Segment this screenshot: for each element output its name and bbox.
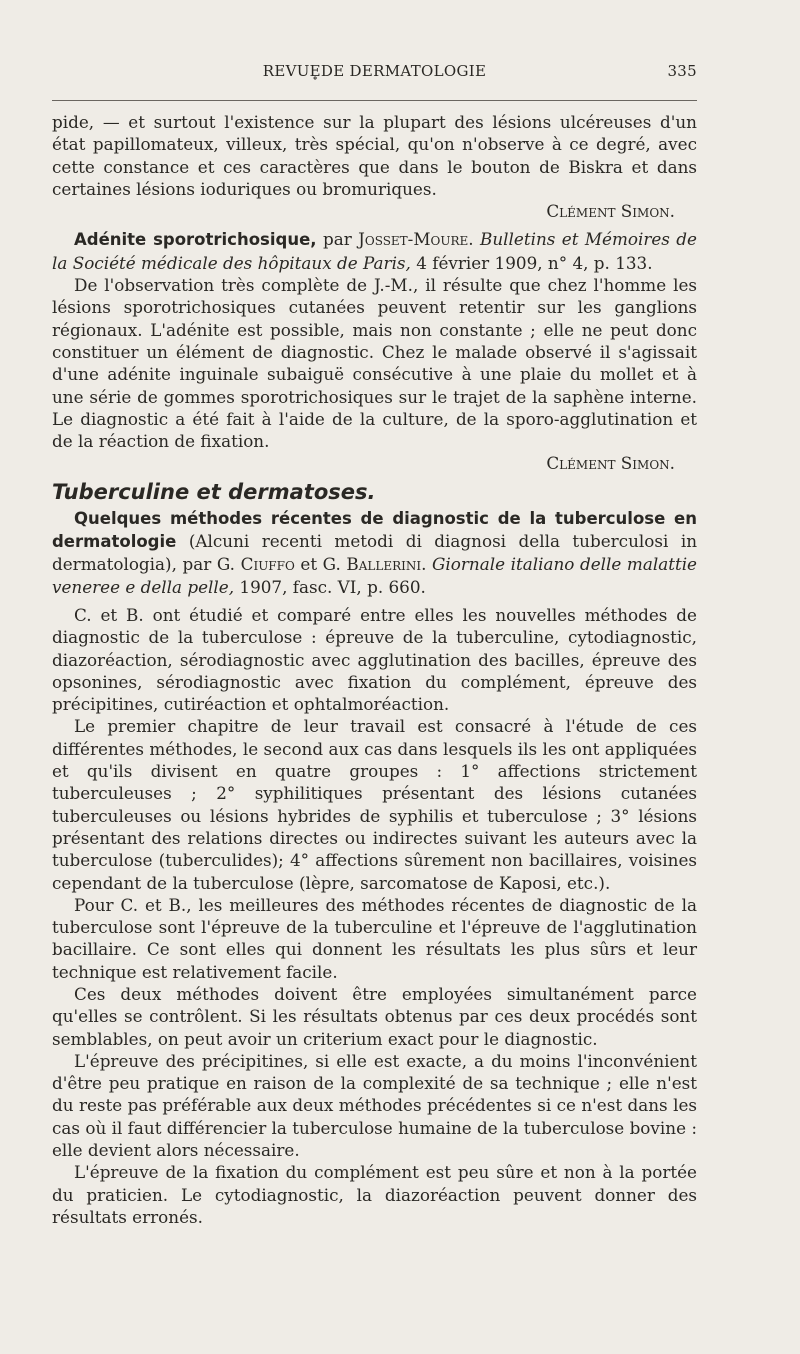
paragraph: C. et B. ont étudié et comparé entre elles les nouvelles méthodes de diagnostic de la tuberculose : épreuve de la tuberculine, cytodiagnostic, diazoréaction, sérodiagnostic avec agglutination des bacilles, épreuve des opsonines, sérodiagnostic avec fixation du complément, épreuve des précipitines, cutiréaction et ophtalmoréaction.	[52, 604, 697, 715]
article-title: Quelques méthodes récentes de diagnostic de la tuberculose en dermatologie	[52, 508, 697, 552]
header-rule	[52, 100, 697, 101]
paragraph: pide, — et surtout l'existence sur la plupart des lésions ulcéreuses d'un état papillomateux, villeux, très spécial, qu'on n'observe à ce degré, avec cette constance et ces caractères que dans le bouton de Biskra et dans certaines lésions iodurіques ou bromuriques. Clément Simon.	[52, 112, 697, 222]
article-author: Josset-Moure.	[358, 229, 474, 250]
page-body	[52, 111, 697, 1228]
paragraph: De l'observation très complète de J.-M., il résulte que chez l'homme les lésions sporotrichosiques cutanées peuvent retentir sur les ganglions régionaux. L'adénite est possible, mais non constante ; elle ne peut donc constituer un élément de diagnostic. Chez le malade observé il s'agissait d'une adénite inguinale subaiguë consécutive à une plaie du mollet et à une série de gommes sporotrichosiques sur le trajet de la saphène interne. Le diagnostic a été fait à l'aide de la culture, de la sporo-agglutination et de la réaction de fixation. Clément Simon.	[52, 275, 697, 474]
section-heading: Tuberculine et dermatoses.	[52, 479, 376, 504]
article-author: Ballerini.	[346, 554, 427, 575]
article-title: Adénite sporotrichosique,	[74, 230, 317, 250]
paragraph: L'épreuve de la fixation du complément est peu sûre et non à la portée du praticien. Le cytodiagnostic, la diazoréaction peuvent donner des résultats erronés.	[52, 1162, 697, 1227]
running-header	[52, 62, 697, 86]
article-author: Ciuffo	[240, 554, 295, 575]
paragraph: Pour C. et B., les meilleures des méthodes récentes de diagnostic de la tuberculose sont l'épreuve de la tuberculine et l'épreuve de l'agglutination bacillaire. Ce sont elles qui donnent les résultats les plus sûrs et leur technique est relativement facile.	[52, 894, 697, 982]
paragraph: Le premier chapitre de leur travail est consacré à l'étude de ces différentes méthodes, le second aux cas dans lesquels ils les ont appliquées et qu'ils divisent en quatre groupes : 1° affections strictement tuberculeuses ; 2° syphilitiques présentant des lésions cutanées tuberculeuses ou lésions hybrides de syphilis et tuberculose ; 3° lésions présentant des relations directes ou indirectes suivant les auteurs avec la tuberculose (tuberculides); 4° affections sûrement non bacillaires, voisines cependant de la tuberculose (lèpre, sarcomatose de Kaposi, etc.).	[52, 716, 697, 893]
article-citation: Adénite sporotrichosique, par Josset-Moure. Bulletins et Mémoires de la Société médicale des hôpitaux de Paris, 4 février 1909, n° 4, p. 133.	[52, 229, 697, 273]
article-citation: Quelques méthodes récentes de diagnostic de la tuberculose en dermatologie (Alcuni recenti metodi di diagnosi della tuberculosi in dermatologia), par G. Ciuffo et G. Ballerini. Giornale italiano delle malattie veneree e della pelle, 1907, fasc. VI, p. 660.	[52, 508, 697, 597]
paragraph: Ces deux méthodes doivent être employées simultanément parce qu'elles se contrôlent. Si les résultats obtenus par ces deux procédés sont semblables, on peut avoir un criterium exact pour le diagnostic.	[52, 983, 697, 1049]
journal-title: REVUE̥DE DERMATOLOGIE	[262, 62, 487, 80]
page-number: 335	[667, 62, 697, 80]
journal-name: Giornale italiano delle malattie veneree e della pelle,	[52, 554, 697, 597]
paragraph: L'épreuve des précipitines, si elle est exacte, a du moins l'inconvénient d'être peu pratique en raison de la complexité de sa technique ; elle n'est du reste pas préférable aux deux méthodes précédentes si ce n'est dans les cas où il faut différencier la tuberculose humaine de la tuberculose bovine : elle devient alors nécessaire.	[52, 1050, 697, 1161]
signature: Clément Simon.	[546, 453, 675, 474]
journal-name: Bulletins et Mémoires de la Société médicale des hôpitaux de Paris,	[52, 229, 697, 273]
signature: Clément Simon.	[546, 201, 675, 222]
